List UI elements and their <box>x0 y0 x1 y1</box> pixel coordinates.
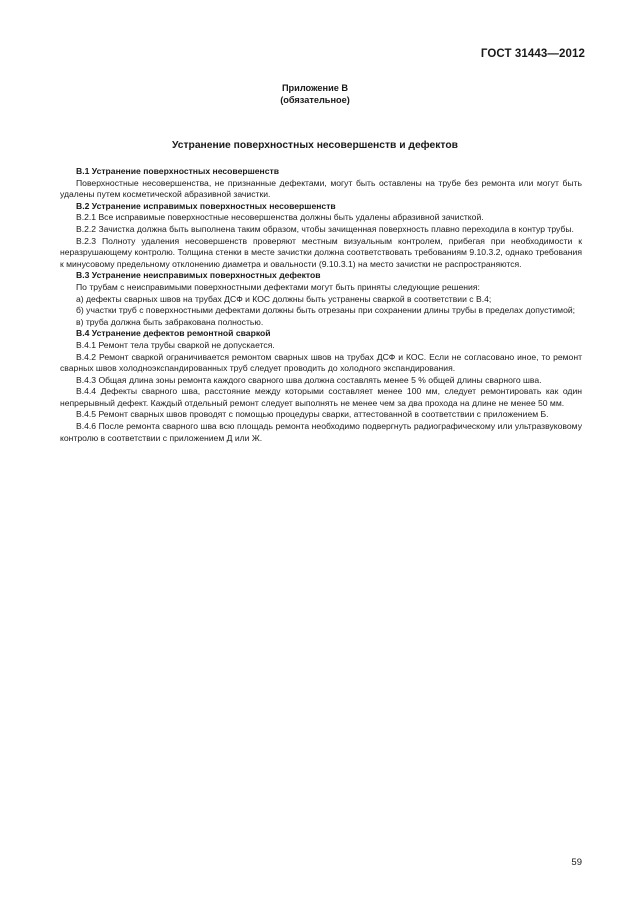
paragraph: В.2.3 Полноту удаления несовершенств проверяют местным визуальным контролем, прибегая при необходимости к неразрушающему контролю. Толщина стенки в месте зачистки должна соответствовать требованиям 9.10.3.2, однако требования к минусовому предельному отклонению диаметра и овальности (9.10.3.1) на место зачистки не распространяются. <box>60 235 582 269</box>
appendix-title: Приложение В <box>281 83 349 93</box>
paragraph: Поверхностные несовершенства, не признанные дефектами, могут быть оставлены на трубе без ремонта или могут быть удалены путем косметической абразивной зачистки. <box>60 177 582 200</box>
page-number: 59 <box>571 857 582 868</box>
paragraph: По трубам с неисправимыми поверхностными дефектами могут быть приняты следующие решения: <box>76 281 480 292</box>
paragraph: В.4.3 Общая длина зоны ремонта каждого сварного шва должна составлять менее 5 % общей длины сварного шва. <box>76 374 542 385</box>
paragraph: В.4.1 Ремонт тела трубы сваркой не допускается. <box>76 339 275 350</box>
heading-b3: В.3 Устранение неисправимых поверхностных дефектов <box>76 270 321 281</box>
appendix-subtitle: (обязательное) <box>280 94 350 105</box>
section-title: Устранение поверхностных несовершенств и дефектов <box>172 140 458 151</box>
paragraph: В.4.4 Дефекты сварного шва, расстояние между которыми составляет менее 100 мм, следует ремонтировать как один непрерывный дефект. Каждый отдельный ремонт следует выполнять не менее чем за два прохода на длине не менее 50 мм. <box>60 386 582 408</box>
heading-b2: В.2 Устранение исправимых поверхностных несовершенств <box>76 200 336 211</box>
heading-b1: В.1 Устранение поверхностных несовершенств <box>76 166 279 176</box>
document-code: ГОСТ 31443—2012 <box>480 48 585 60</box>
appendix-heading <box>0 83 630 106</box>
paragraph: В.2.1 Все исправимые поверхностные несовершенства должны быть удалены абразивной зачисткой. <box>76 212 484 223</box>
paragraph: В.4.6 После ремонта сварного шва всю площадь ремонта необходимо подвергнуть радиографическому или ультразвуковому контролю в соответствии с приложением Д или Ж. <box>60 421 582 443</box>
list-item: в) труба должна быть забракована полностью. <box>76 316 264 327</box>
document-body <box>60 166 582 444</box>
list-item: б) участки труб с поверхностными дефектами должны быть отрезаны при сохранении длины трубы в пределах допустимой; <box>76 305 576 316</box>
paragraph: В.4.2 Ремонт сваркой ограничивается ремонтом сварных швов на трубах ДСФ и КОС. Если не согласовано иное, то ремонт сварных швов холодноэкспандированных труб следует проводить до холодного экспандирования. <box>60 351 582 374</box>
paragraph: В.2.2 Зачистка должна быть выполнена таким образом, чтобы зачищенная поверхность плавно переходила в контур трубы. <box>76 223 574 234</box>
list-item: а) дефекты сварных швов на трубах ДСФ и КОС должны быть устранены сваркой в соответствии с В.4; <box>76 293 492 304</box>
heading-b4: В.4 Устранение дефектов ремонтной сваркой <box>76 328 271 339</box>
paragraph: В.4.5 Ремонт сварных швов проводят с помощью процедуры сварки, аттестованной в соответствии с приложением Б. <box>76 409 549 420</box>
